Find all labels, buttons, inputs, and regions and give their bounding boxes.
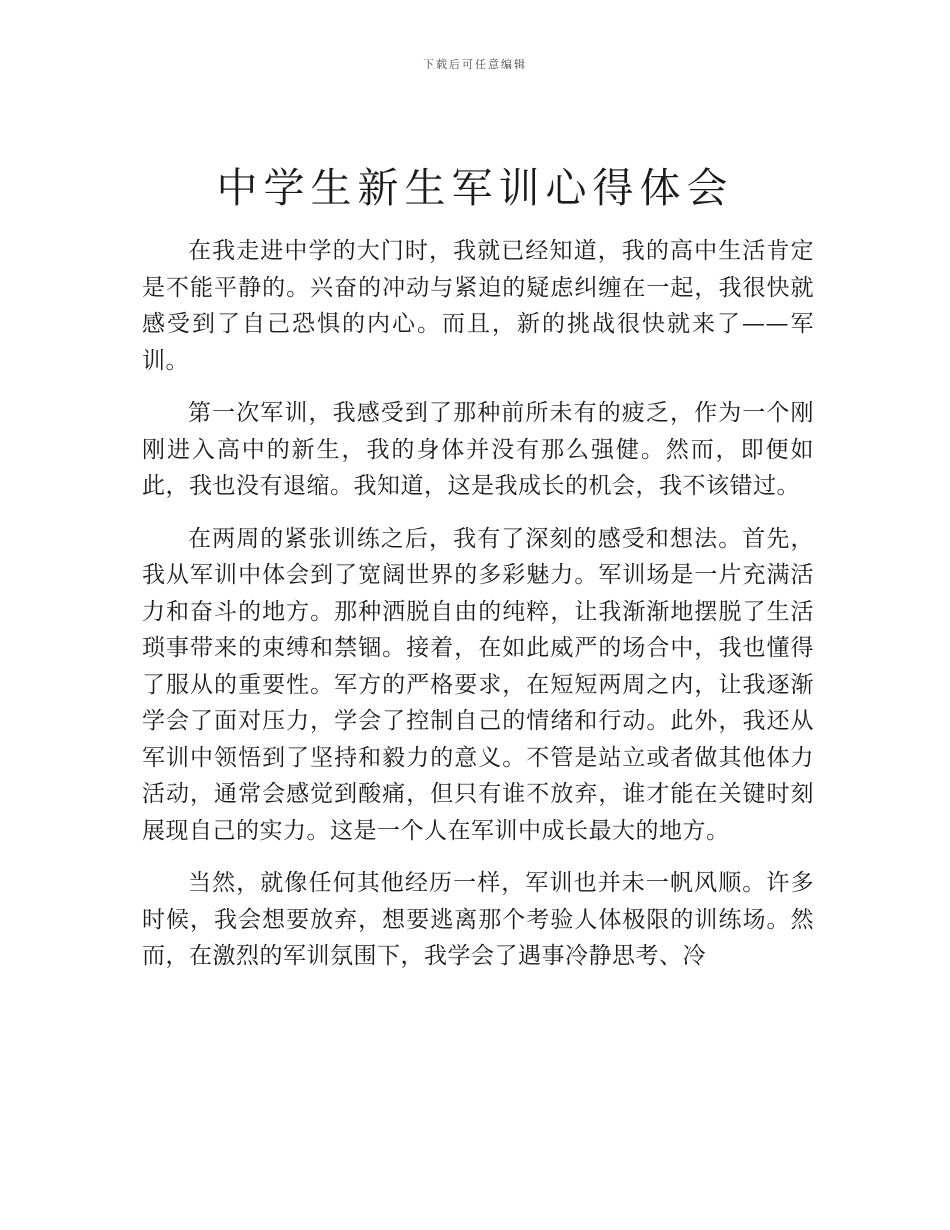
paragraph-1: 在我走进中学的大门时，我就已经知道，我的高中生活肯定是不能平静的。兴奋的冲动与紧迫的疑虑纠缠在一起，我很快就感受到了自己恐惧的内心。而且，新的挑战很快就来了——军训。 xyxy=(142,238,814,374)
paragraph-3: 在两周的紧张训练之后，我有了深刻的感受和想法。首先，我从军训中体会到了宽阔世界的多彩魅力。军训场是一片充满活力和奋斗的地方。那种洒脱自由的纯粹，让我渐渐地摆脱了生活琐事带来的束缚和禁锢。接着，在如此威严的场合中，我也懂得了服从的重要性。军方的严格要求，在短短两周之内，让我逐渐学会了面对压力，学会了控制自己的情绪和行动。此外，我还从军训中领悟到了坚持和毅力的意义。不管是站立或者做其他体力活动，通常会感觉到酸痛，但只有谁不放弃，谁才能在关键时刻展现自己的实力。这是一个人在军训中成长最大的地方。 xyxy=(142,525,814,844)
document-body xyxy=(142,233,814,991)
paragraph-4: 当然，就像任何其他经历一样，军训也并未一帆风顺。许多时候，我会想要放弃，想要逃离那个考验人体极限的训练场。然而，在激烈的军训氛围下，我学会了遇事冷静思考、冷 xyxy=(142,870,814,969)
document-title: 中学生新生军训心得体会 xyxy=(216,164,734,212)
page-header-note: 下载后可任意编辑 xyxy=(423,58,527,71)
paragraph-2: 第一次军训，我感受到了那种前所未有的疲乏，作为一个刚刚进入高中的新生，我的身体并没有那么强健。然而，即便如此，我也没有退缩。我知道，这是我成长的机会，我不该错过。 xyxy=(142,400,814,499)
